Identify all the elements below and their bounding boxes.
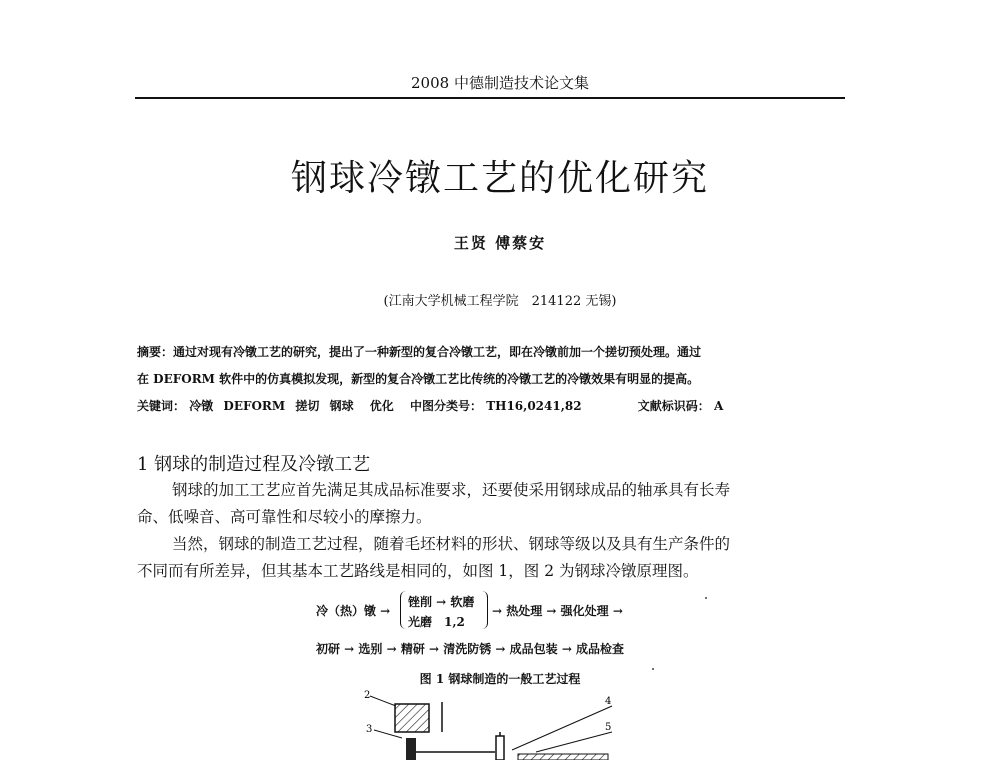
flow-branch-bottom: 光磨 1,2	[408, 615, 465, 629]
clc-label: 中图分类号：	[409, 399, 482, 413]
abstract-text-2: 在 DEFORM 软件中的仿真模拟发现，新型的复合冷镦工艺比传统的冷镦工艺的冷镦效果有明显的提高。	[137, 372, 700, 386]
paper-affiliation: (江南大学机械工程学院 214122 无锡)	[383, 294, 617, 309]
body-paragraph-2-line-1: 当然，钢球的制造工艺过程，随着毛坯材料的形状、钢球等级以及具有生产条件的	[172, 535, 731, 553]
body-paragraph-1-line-1: 钢球的加工工艺应首先满足其成品标准要求，还要使采用钢球成品的轴承具有长寿	[172, 481, 731, 499]
keyword: 优化	[369, 399, 394, 413]
keyword: 冷镦	[189, 399, 214, 413]
flow-row1-end: → 热处理 → 强化处理 →	[492, 604, 623, 618]
paper-authors: 王贤 傅蔡安	[453, 234, 547, 252]
abstract-line-2	[137, 370, 857, 387]
flow-start: 冷（热）镦 →	[316, 604, 391, 618]
keyword: 钢球	[329, 399, 354, 413]
figure-2-schematic	[350, 686, 630, 760]
running-header: 2008 中德制造技术论文集	[411, 74, 589, 92]
clc-value: TH16,0241,82	[486, 399, 582, 413]
flow-row2: 初研 → 选别 → 精研 → 清洗防锈 → 成品包装 → 成品检查	[316, 642, 625, 656]
body-paragraph-1-line-2: 命、低噪音、高可靠性和尽较小的摩擦力。	[137, 508, 432, 526]
keywords-line	[137, 397, 857, 414]
leader-5	[536, 732, 612, 752]
scan-speck	[705, 597, 707, 599]
figure-1-caption: 图 1 钢球制造的一般工艺过程	[419, 672, 581, 686]
abstract-text-1: 通过对现有冷镦工艺的研究，提出了一种新型的复合冷镦工艺，即在冷镦前加一个搓切预处理。通过	[173, 345, 702, 359]
flow-branch-top: 锉削 → 软磨	[408, 595, 475, 609]
leader-4	[512, 706, 612, 750]
leader-2	[370, 696, 396, 706]
doc-code-value: A	[714, 399, 724, 413]
abstract-line-1	[137, 343, 857, 360]
keyword: DEFORM	[223, 399, 286, 413]
part-label: 4	[605, 696, 612, 707]
punch	[496, 736, 504, 760]
body-paragraph-2-line-2: 不同而有所差异，但其基本工艺路线是相同的，如图 1，图 2 为钢球冷镦原理图。	[137, 562, 699, 580]
part-label: 5	[605, 722, 612, 733]
header-rule	[135, 97, 845, 99]
part-label: 2	[364, 690, 371, 701]
blank-wire	[406, 738, 416, 760]
cutter	[518, 754, 608, 760]
die-block	[395, 704, 429, 732]
paper-title: 钢球冷镦工艺的优化研究	[290, 158, 709, 199]
section-heading: 1 钢球的制造过程及冷镦工艺	[137, 454, 371, 475]
part-label: 3	[366, 724, 373, 735]
scan-speck	[652, 668, 654, 670]
keywords-label: 关键词：	[137, 399, 186, 413]
abstract-label: 摘要：	[137, 345, 174, 359]
doc-code-label: 文献标识码：	[637, 399, 710, 413]
keyword: 搓切	[295, 399, 320, 413]
